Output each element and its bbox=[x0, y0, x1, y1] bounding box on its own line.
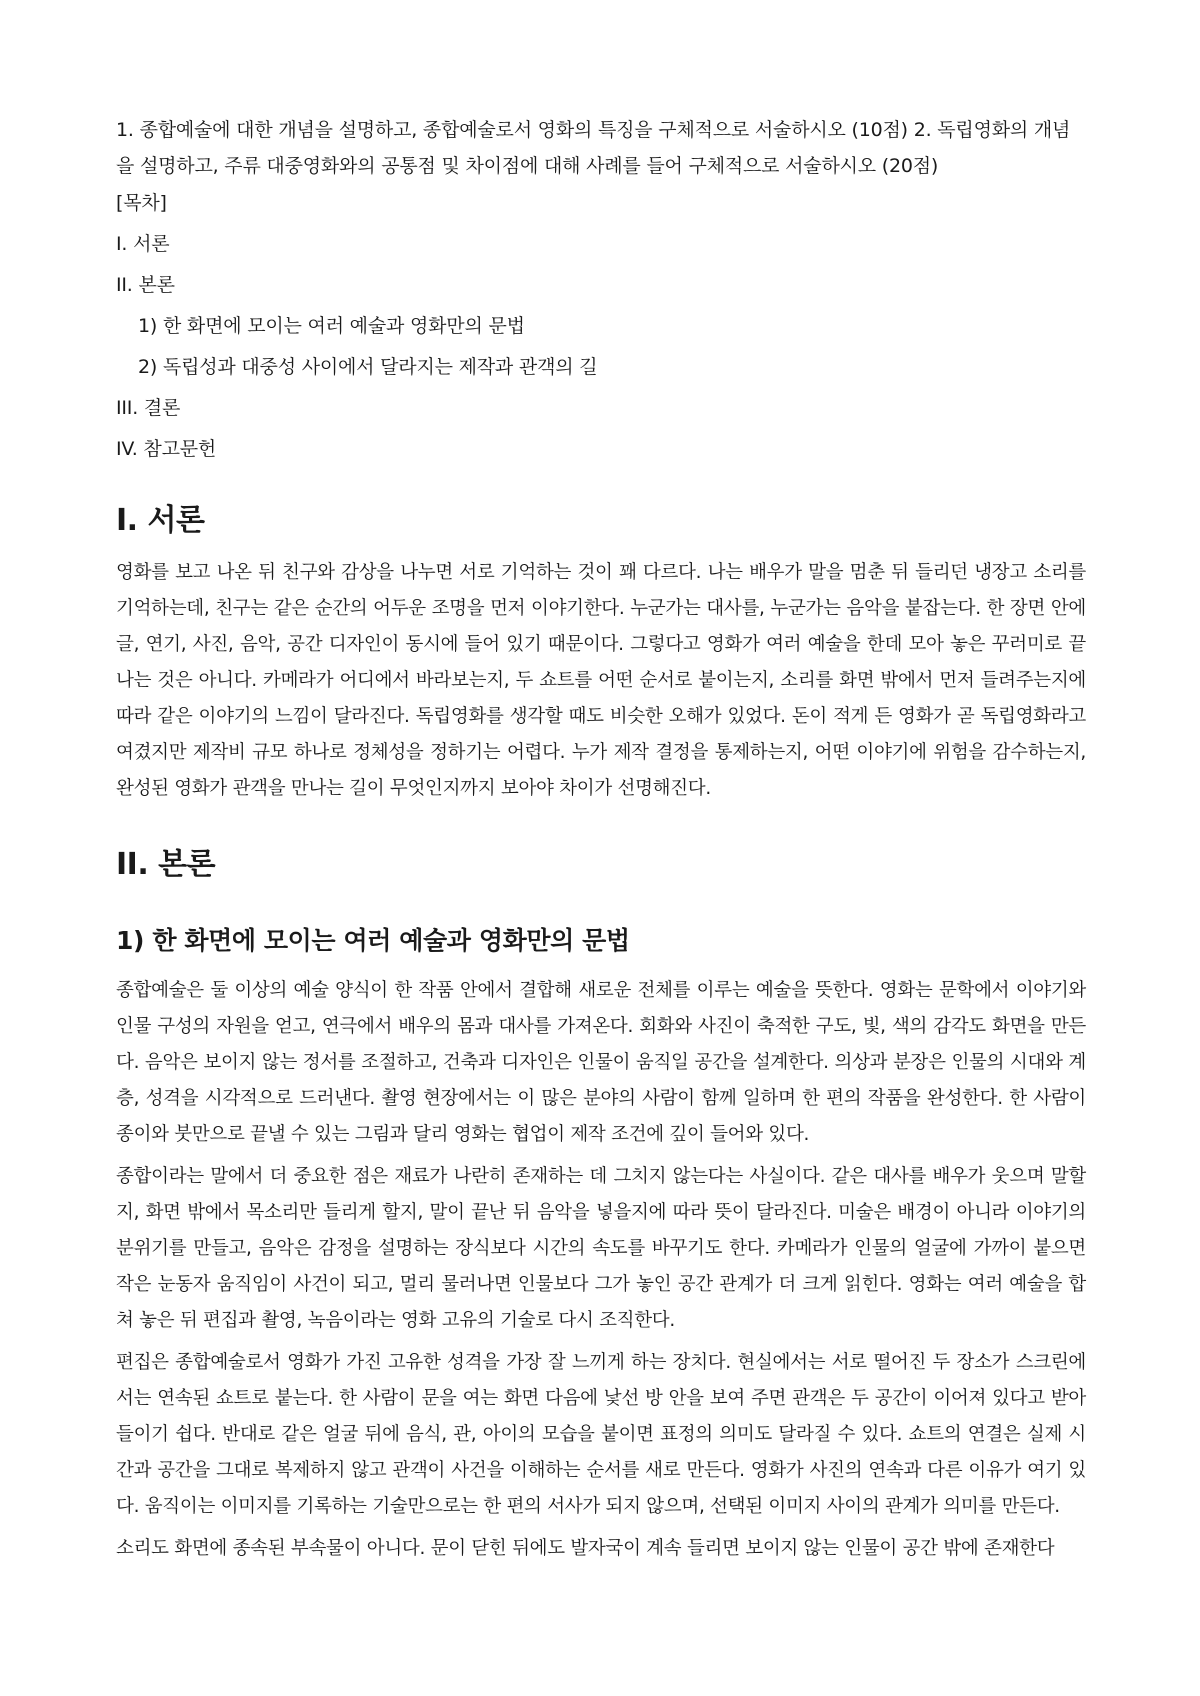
toc-item-body: II. 본론 bbox=[116, 274, 175, 296]
body-heading: II. 본론 bbox=[116, 847, 216, 882]
toc-title: [목차] bbox=[116, 192, 167, 214]
body-paragraph: 소리도 화면에 종속된 부속물이 아니다. 문이 닫힌 뒤에도 발자국이 계속 들리면 보이지 않는 인물이 공간 밖에 존재한다 bbox=[116, 1538, 1055, 1559]
toc-item-intro: I. 서론 bbox=[116, 233, 170, 255]
body-sub1-heading: 1) 한 화면에 모이는 여러 예술과 영화만의 문법 bbox=[116, 926, 630, 955]
intro-paragraph: 영화를 보고 나온 뒤 친구와 감상을 나누면 서로 기억하는 것이 꽤 다르다. 나는 배우가 말을 멈춘 뒤 들리던 냉장고 소리를 기억하는데, 친구는 같은 순간의 어두운 조명을 먼저 이야기한다. 누군가는 대사를, 누군가는 음악을 붙잡는다. 한 장면 안에 글, 연기, 사진, 음악, 공간 디자인이 동시에 들어 있기 때문이다. 그렇다고 영화가 여러 예술을 한데 모아 놓은 꾸러미로 끝나는 것은 아니다. 카메라가 어디에서 바라보는지, 두 쇼트를 어떤 순서로 붙이는지, 소리를 화면 밖에서 먼저 들려주는지에 따라 같은 이야기의 느낌이 달라진다. 독립영화를 생각할 때도 비슷한 오해가 있었다. 돈이 적게 든 영화가 곧 독립영화라고 여겼지만 제작비 규모 하나로 정체성을 정하기는 어렵다. 누가 제작 결정을 통제하는지, 어떤 이야기에 위험을 감수하는지, 완성된 영화가 관객을 만나는 길이 무엇인지까지 보아야 차이가 선명해진다. bbox=[116, 562, 1086, 799]
toc-item-references: IV. 참고문헌 bbox=[116, 438, 217, 460]
toc-item-body-sub1: 1) 한 화면에 모이는 여러 예술과 영화만의 문법 bbox=[138, 315, 525, 337]
body-paragraph: 종합예술은 둘 이상의 예술 양식이 한 작품 안에서 결합해 새로운 전체를 이루는 예술을 뜻한다. 영화는 문학에서 이야기와 인물 구성의 자원을 얻고, 연극에서 배우의 몸과 대사를 가져온다. 회화와 사진이 축적한 구도, 빛, 색의 감각도 화면을 만든다. 음악은 보이지 않는 정서를 조절하고, 건축과 디자인은 인물이 움직일 공간을 설계한다. 의상과 분장은 인물의 시대와 계층, 성격을 시각적으로 드러낸다. 촬영 현장에서는 이 많은 분야의 사람이 함께 일하며 한 편의 작품을 완성한다. 한 사람이 종이와 붓만으로 끝낼 수 있는 그림과 달리 영화는 협업이 제작 조건에 깊이 들어와 있다. bbox=[116, 980, 1086, 1145]
body-paragraph: 종합이라는 말에서 더 중요한 점은 재료가 나란히 존재하는 데 그치지 않는다는 사실이다. 같은 대사를 배우가 웃으며 말할지, 화면 밖에서 목소리만 들리게 할지, 말이 끝난 뒤 음악을 넣을지에 따라 뜻이 달라진다. 미술은 배경이 아니라 이야기의 분위기를 만들고, 음악은 감정을 설명하는 장식보다 시간의 속도를 바꾸기도 한다. 카메라가 인물의 얼굴에 가까이 붙으면 작은 눈동자 움직임이 사건이 되고, 멀리 물러나면 인물보다 그가 놓인 공간 관계가 더 크게 읽힌다. 영화는 여러 예술을 합쳐 놓은 뒤 편집과 촬영, 녹음이라는 영화 고유의 기술로 다시 조직한다. bbox=[116, 1166, 1086, 1331]
intro-heading: I. 서론 bbox=[116, 503, 205, 538]
assignment-question: 1. 종합예술에 대한 개념을 설명하고, 종합예술로서 영화의 특징을 구체적으로 서술하시오 (10점) 2. 독립영화의 개념을 설명하고, 주류 대중영화와의 공통점 및 차이점에 대해 사례를 들어 구체적으로 서술하시오 (20점) bbox=[116, 119, 1071, 177]
table-of-contents bbox=[116, 190, 1086, 463]
toc-item-body-sub2: 2) 독립성과 대중성 사이에서 달라지는 제작과 관객의 길 bbox=[138, 356, 598, 378]
body-paragraph: 편집은 종합예술로서 영화가 가진 고유한 성격을 가장 잘 느끼게 하는 장치다. 현실에서는 서로 떨어진 두 장소가 스크린에서는 연속된 쇼트로 붙는다. 한 사람이 문을 여는 화면 다음에 낯선 방 안을 보여 주면 관객은 두 공간이 이어져 있다고 받아들이기 쉽다. 반대로 같은 얼굴 뒤에 음식, 관, 아이의 모습을 붙이면 표정의 의미도 달라질 수 있다. 쇼트의 연결은 실제 시간과 공간을 그대로 복제하지 않고 관객이 사건을 이해하는 순서를 새로 만든다. 영화가 사진의 연속과 다른 이유가 여기 있다. 움직이는 이미지를 기록하는 기술만으로는 한 편의 서사가 되지 않으며, 선택된 이미지 사이의 관계가 의미를 만든다. bbox=[116, 1352, 1086, 1517]
toc-item-conclusion: III. 결론 bbox=[116, 397, 181, 419]
document-page bbox=[116, 112, 1086, 1573]
